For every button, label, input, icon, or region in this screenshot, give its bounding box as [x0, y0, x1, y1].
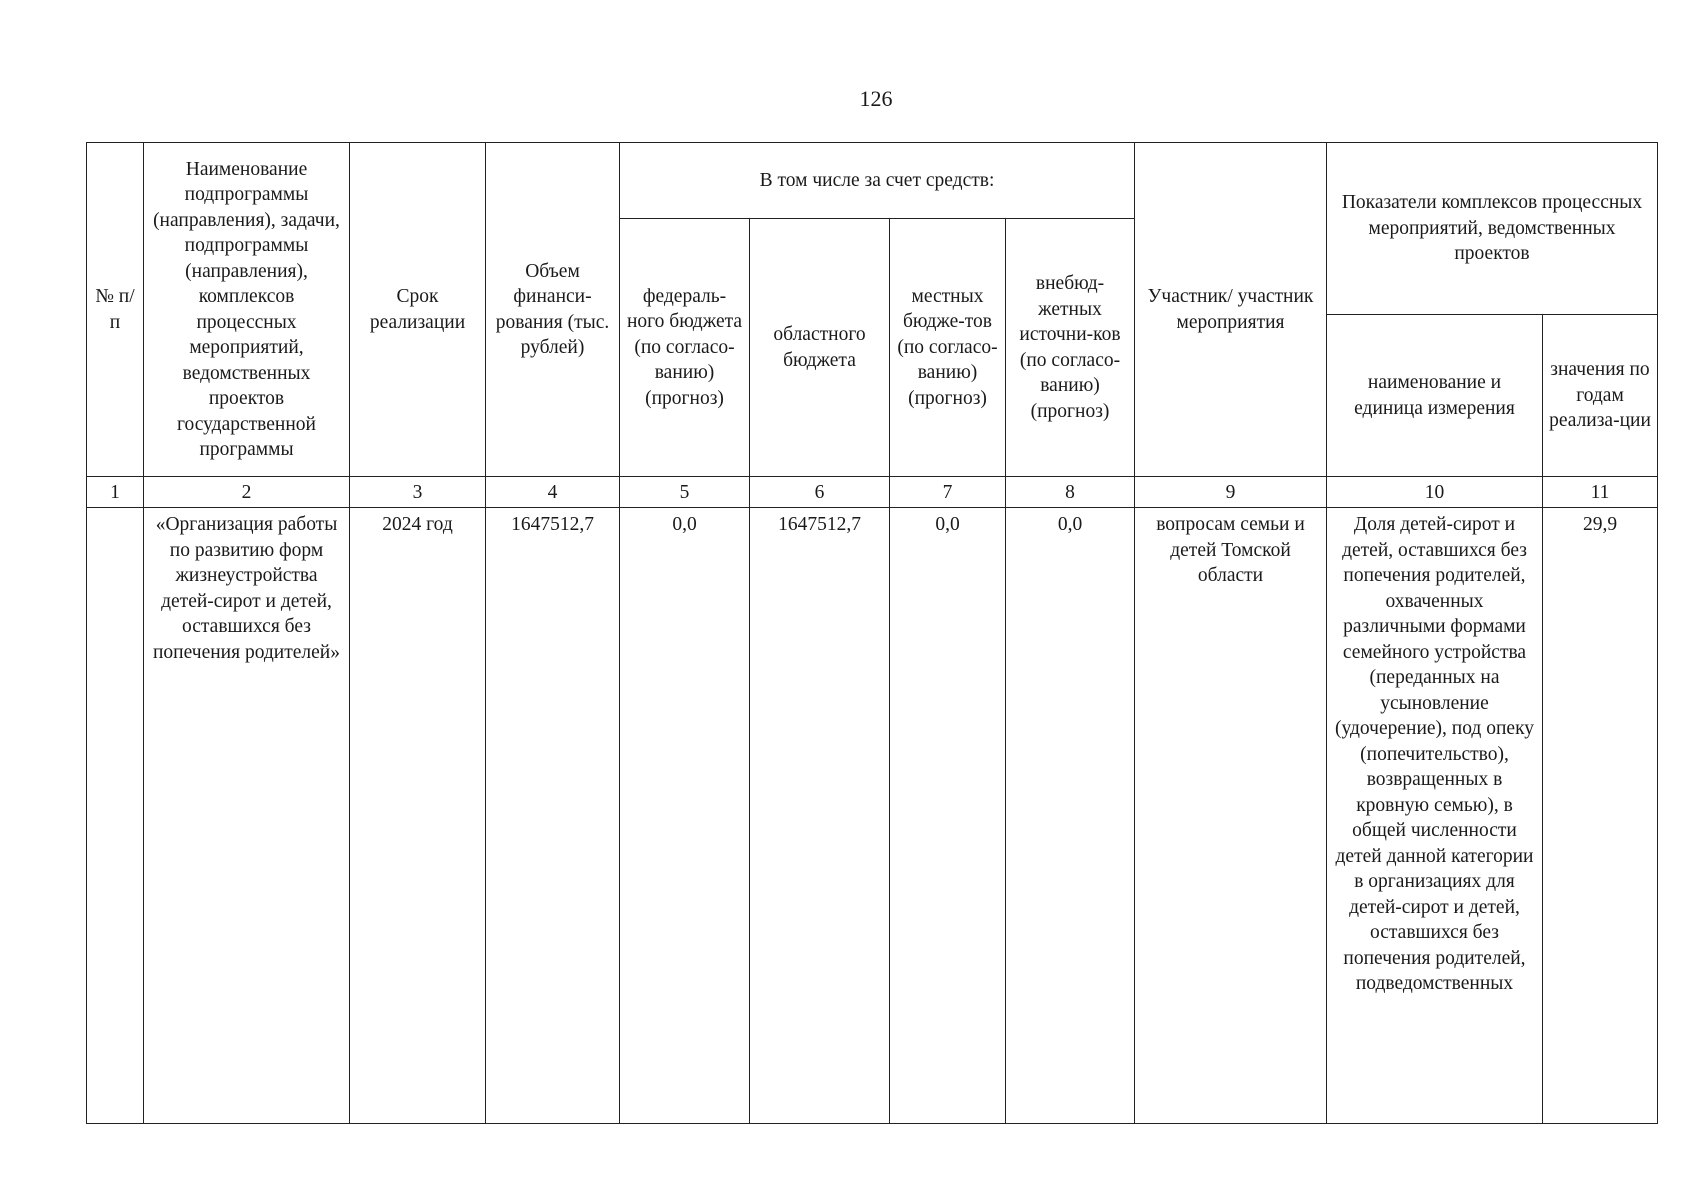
row-volume: 1647512,7 [486, 508, 620, 1124]
row-local: 0,0 [890, 508, 1006, 1124]
column-number: 6 [750, 477, 890, 508]
column-number: 7 [890, 477, 1006, 508]
header-number: № п/п [87, 143, 144, 477]
header-row-1 [87, 143, 1658, 219]
header-local: местных бюдже-тов (по согласо-ванию) (прогноз) [890, 219, 1006, 477]
row-indicator-value: 29,9 [1543, 508, 1658, 1124]
column-number: 1 [87, 477, 144, 508]
page-number: 126 [859, 86, 893, 111]
header-indicator-name: наименование и единица измерения [1327, 315, 1543, 477]
column-number: 2 [144, 477, 350, 508]
column-number: 8 [1006, 477, 1135, 508]
column-number: 9 [1135, 477, 1327, 508]
header-funding-group: В том числе за счет средств: [620, 143, 1135, 219]
header-indicators-group: Показатели комплексов процессных мероприятий, ведомственных проектов [1327, 143, 1658, 315]
row-term: 2024 год [350, 508, 486, 1124]
header-participant: Участник/ участник мероприятия [1135, 143, 1327, 477]
header-name: Наименование подпрограммы (направления), задачи, подпрограммы (направления), комплексов процессных мероприятий, ведомственных проектов государственной программы [144, 143, 350, 477]
header-extrabudget: внебюд-жетных источни-ков (по согласо-ванию) (прогноз) [1006, 219, 1135, 477]
row-federal: 0,0 [620, 508, 750, 1124]
header-federal: федераль-ного бюджета (по согласо-ванию) (прогноз) [620, 219, 750, 477]
row-number [87, 508, 144, 1124]
column-numbers-row [87, 477, 1658, 508]
row-name: «Организация работы по развитию форм жизнеустройства детей-сирот и детей, оставшихся без попечения родителей» [144, 508, 350, 1124]
column-number: 4 [486, 477, 620, 508]
table-row [87, 508, 1658, 1124]
row-indicator-name: Доля детей-сирот и детей, оставшихся без попечения родителей, охваченных различными формами семейного устройства (переданных на усыновление (удочерение), под опеку (попечительство), возвращенных в кровную семью), в общей численности детей данной категории в организациях для детей-сирот и детей, оставшихся без попечения родителей, подведомственных [1327, 508, 1543, 1124]
row-regional: 1647512,7 [750, 508, 890, 1124]
column-number: 11 [1543, 477, 1658, 508]
row-extrabudget: 0,0 [1006, 508, 1135, 1124]
header-term: Срок реализации [350, 143, 486, 477]
header-regional: областного бюджета [750, 219, 890, 477]
row-participant: вопросам семьи и детей Томской области [1135, 508, 1327, 1124]
column-number: 5 [620, 477, 750, 508]
column-number: 10 [1327, 477, 1543, 508]
column-number: 3 [350, 477, 486, 508]
program-table [86, 142, 1658, 1124]
header-indicator-value: значения по годам реализа-ции [1543, 315, 1658, 477]
header-volume: Объем финанси-рования (тыс. рублей) [486, 143, 620, 477]
